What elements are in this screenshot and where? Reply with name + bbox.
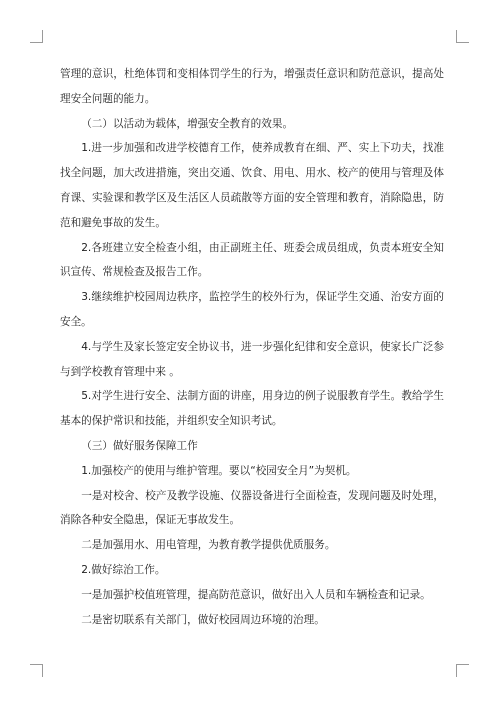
paragraph: 1.加强校产的使用与维护管理。要以“校园安全月”为契机。 [81, 464, 357, 477]
paragraph: 管理的意识，杜绝体罚和变相体罚学生的行为，增强责任意识和防范意识，提高处理安全问题的能力。 [60, 68, 444, 105]
paragraph: 4.与学生及家长签定安全协议书，进一步强化纪律和安全意识，使家长广泛参与到学校教育管理中来 。 [60, 340, 444, 378]
crop-mark-top-right [456, 30, 469, 43]
paragraph: 一是加强护校值班管理，提高防范意识，做好出入人员和车辆检查和记录。 [81, 588, 431, 601]
section-heading: （三）做好服务保障工作 [81, 439, 198, 452]
paragraph: 二是加强用水、用电管理，为教育教学提供优质服务。 [81, 539, 336, 552]
paragraph: 2.各班建立安全检查小组，由正副班主任、班委会成员组成，负责本班安全知识宣传、常规检查及报告工作。 [60, 241, 444, 279]
crop-mark-bottom-left [30, 664, 43, 677]
section-heading: （二）以活动为载体，增强安全教育的效果。 [81, 117, 294, 130]
crop-mark-bottom-right [456, 664, 469, 677]
crop-mark-top-left [30, 30, 43, 43]
paragraph: 5.对学生进行安全、法制方面的讲座，用身边的例子说服教育学生。教给学生基本的保护常识和技能，并组织安全知识考试。 [60, 390, 444, 428]
paragraph: 二是密切联系有关部门，做好校园周边环境的治理。 [81, 613, 325, 626]
paragraph: 1.进一步加强和改进学校德育工作，使养成教育在细、严、实上下功夫，找准找全问题，加大改进措施，突出交通、饮食、用电、用水、校产的使用与管理及体育课、实验课和教学区及生活区人员疏散等方面的安全管理和教育，消除隐患，防范和避免事故的发生。 [60, 142, 444, 229]
paragraph: 3.继续维护校园周边秩序，监控学生的校外行为，保证学生交通、治安方面的安全。 [60, 291, 444, 328]
paragraph: 2.做好综治工作。 [81, 563, 166, 576]
document-body [60, 62, 444, 632]
paragraph: 一是对校舍、校产及教学设施、仪器设备进行全面检查，发现问题及时处理，消除各种安全隐患，保证无事故发生。 [60, 489, 444, 527]
